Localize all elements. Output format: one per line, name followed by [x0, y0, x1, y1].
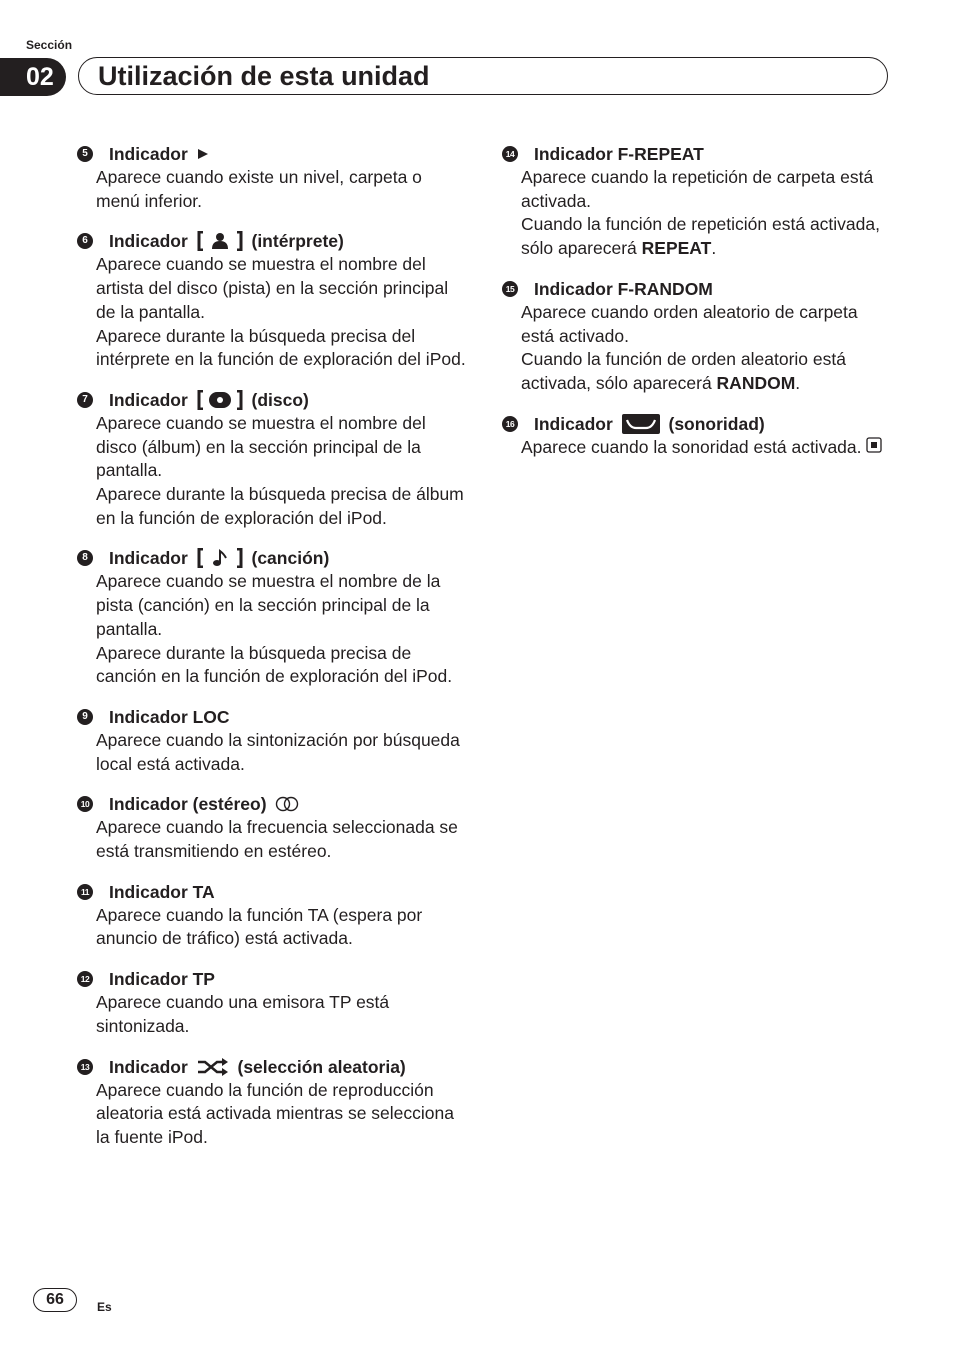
description-tail: . — [795, 372, 801, 393]
description-paragraph: Aparece cuando existe un nivel, carpeta o menú inferior. — [96, 167, 422, 211]
item-number-badge: 5 — [77, 146, 93, 162]
description-paragraph: Aparece durante la búsqueda precisa del intérprete en la función de exploración del iPod. — [96, 325, 466, 370]
item-heading — [502, 412, 894, 436]
indicator-item — [502, 412, 894, 460]
item-heading — [77, 142, 469, 166]
indicator-item — [502, 277, 894, 396]
item-title: Indicador TA — [109, 881, 215, 902]
loudness-icon — [622, 414, 660, 434]
item-number-badge: 12 — [77, 971, 93, 987]
item-heading — [502, 277, 894, 301]
left-column — [77, 142, 469, 1166]
indicator-item — [77, 880, 469, 951]
item-number-badge: 15 — [502, 281, 518, 297]
description-paragraph — [521, 348, 894, 395]
description-paragraph — [521, 213, 894, 260]
indicator-item — [77, 705, 469, 776]
item-title-suffix: (selección aleatoria) — [232, 1056, 406, 1077]
item-title: Indicador F-RANDOM — [534, 278, 713, 299]
description-paragraph — [521, 436, 894, 460]
item-number-badge: 6 — [77, 233, 93, 249]
item-heading — [77, 1055, 469, 1079]
item-title: Indicador — [109, 231, 193, 252]
item-title-suffix: (canción) — [246, 548, 330, 569]
description-paragraph: Aparece cuando la repetición de carpeta está activada. — [521, 167, 874, 211]
description-text: Aparece cuando la sonoridad está activada. — [521, 436, 862, 457]
item-heading — [77, 229, 469, 253]
item-description — [77, 1079, 469, 1150]
emphasized-term: REPEAT — [641, 238, 712, 259]
item-description — [77, 412, 469, 531]
play-arrow-icon — [197, 148, 209, 160]
item-title-suffix: (intérprete) — [246, 231, 344, 252]
item-number-badge: 9 — [77, 709, 93, 725]
item-number-badge: 8 — [77, 550, 93, 566]
item-title: Indicador LOC — [109, 706, 230, 727]
emphasized-term: RANDOM — [716, 372, 796, 393]
item-title: Indicador TP — [109, 969, 215, 990]
page-number: 66 — [33, 1288, 77, 1312]
description-paragraph: Aparece cuando se muestra el nombre del artista del disco (pista) en la sección principal de la pantalla. — [96, 254, 449, 322]
item-description — [77, 991, 469, 1038]
description-paragraph: Aparece cuando la frecuencia seleccionada se está transmitiendo en estéreo. — [96, 817, 458, 862]
item-title: Indicador — [534, 413, 618, 434]
item-description — [77, 166, 469, 213]
description-paragraph: Aparece cuando la sintonización por búsqueda local está activada. — [96, 729, 460, 774]
indicator-item — [502, 142, 894, 261]
item-title: Indicador — [109, 389, 193, 410]
item-description — [77, 816, 469, 863]
item-title: Indicador — [109, 548, 193, 569]
item-description — [77, 729, 469, 776]
item-title: Indicador (estéreo) — [109, 794, 272, 815]
item-heading — [77, 880, 469, 904]
end-of-section-icon — [866, 436, 882, 460]
disc-bracket-icon — [197, 390, 243, 410]
indicator-item — [77, 142, 469, 213]
description-paragraph: Aparece durante la búsqueda precisa de canción en la función de exploración del iPod. — [96, 642, 453, 687]
description-paragraph: Aparece cuando la función de reproducción aleatoria está activada mientras se selecciona la fuente iPod. — [96, 1079, 454, 1147]
description-paragraph: Aparece cuando la función TA (espera por anuncio de tráfico) está activada. — [96, 904, 423, 949]
indicator-item — [77, 1055, 469, 1150]
indicator-item — [77, 967, 469, 1038]
item-title-suffix: (disco) — [246, 389, 309, 410]
item-title: Indicador — [109, 1056, 193, 1077]
item-heading — [77, 388, 469, 412]
indicator-item — [77, 792, 469, 863]
description-paragraph: Aparece cuando una emisora TP está sintonizada. — [96, 992, 390, 1036]
item-description — [77, 570, 469, 689]
item-number-badge: 13 — [77, 1059, 93, 1075]
description-paragraph: Aparece cuando orden aleatorio de carpeta está activado. — [521, 301, 858, 346]
page-title: Utilización de esta unidad — [98, 61, 430, 91]
artist-bracket-icon — [197, 231, 243, 251]
item-number-badge: 10 — [77, 796, 93, 812]
item-heading — [502, 142, 894, 166]
description-paragraph: Aparece durante la búsqueda precisa de álbum en la función de exploración del iPod. — [96, 484, 464, 528]
item-description — [502, 301, 894, 396]
stereo-icon — [275, 796, 299, 812]
indicator-item — [77, 546, 469, 689]
shuffle-icon — [197, 1058, 229, 1076]
section-label: Sección — [26, 38, 73, 52]
item-heading — [77, 792, 469, 816]
description-paragraph: Aparece cuando se muestra el nombre de la pista (canción) en la sección principal de la pantalla. — [96, 571, 441, 639]
item-number-badge: 16 — [502, 416, 518, 432]
description-text: Cuando la función de repetición está activada, sólo aparecerá — [521, 214, 880, 259]
item-number-badge: 11 — [77, 884, 93, 900]
item-number-badge: 14 — [502, 146, 518, 162]
indicator-item — [77, 388, 469, 531]
language-code: Es — [97, 1300, 112, 1314]
description-tail: . — [711, 238, 717, 259]
item-description — [502, 166, 894, 261]
song-bracket-icon — [197, 548, 243, 568]
description-paragraph: Aparece cuando se muestra el nombre del disco (álbum) en la sección principal de la pantalla. — [96, 412, 426, 481]
section-number-tab: 02 — [0, 58, 66, 96]
item-number-badge: 7 — [77, 392, 93, 408]
item-title: Indicador F-REPEAT — [534, 144, 704, 164]
item-heading — [77, 967, 469, 991]
item-description — [77, 904, 469, 951]
item-description — [502, 436, 894, 460]
right-column — [502, 142, 894, 476]
item-title-suffix: (sonoridad) — [663, 413, 765, 434]
item-heading — [77, 705, 469, 729]
item-heading — [77, 546, 469, 570]
item-title: Indicador — [109, 144, 193, 164]
indicator-item — [77, 229, 469, 372]
item-description — [77, 253, 469, 372]
description-text: Cuando la función de orden aleatorio está activada, sólo aparecerá — [521, 349, 846, 393]
